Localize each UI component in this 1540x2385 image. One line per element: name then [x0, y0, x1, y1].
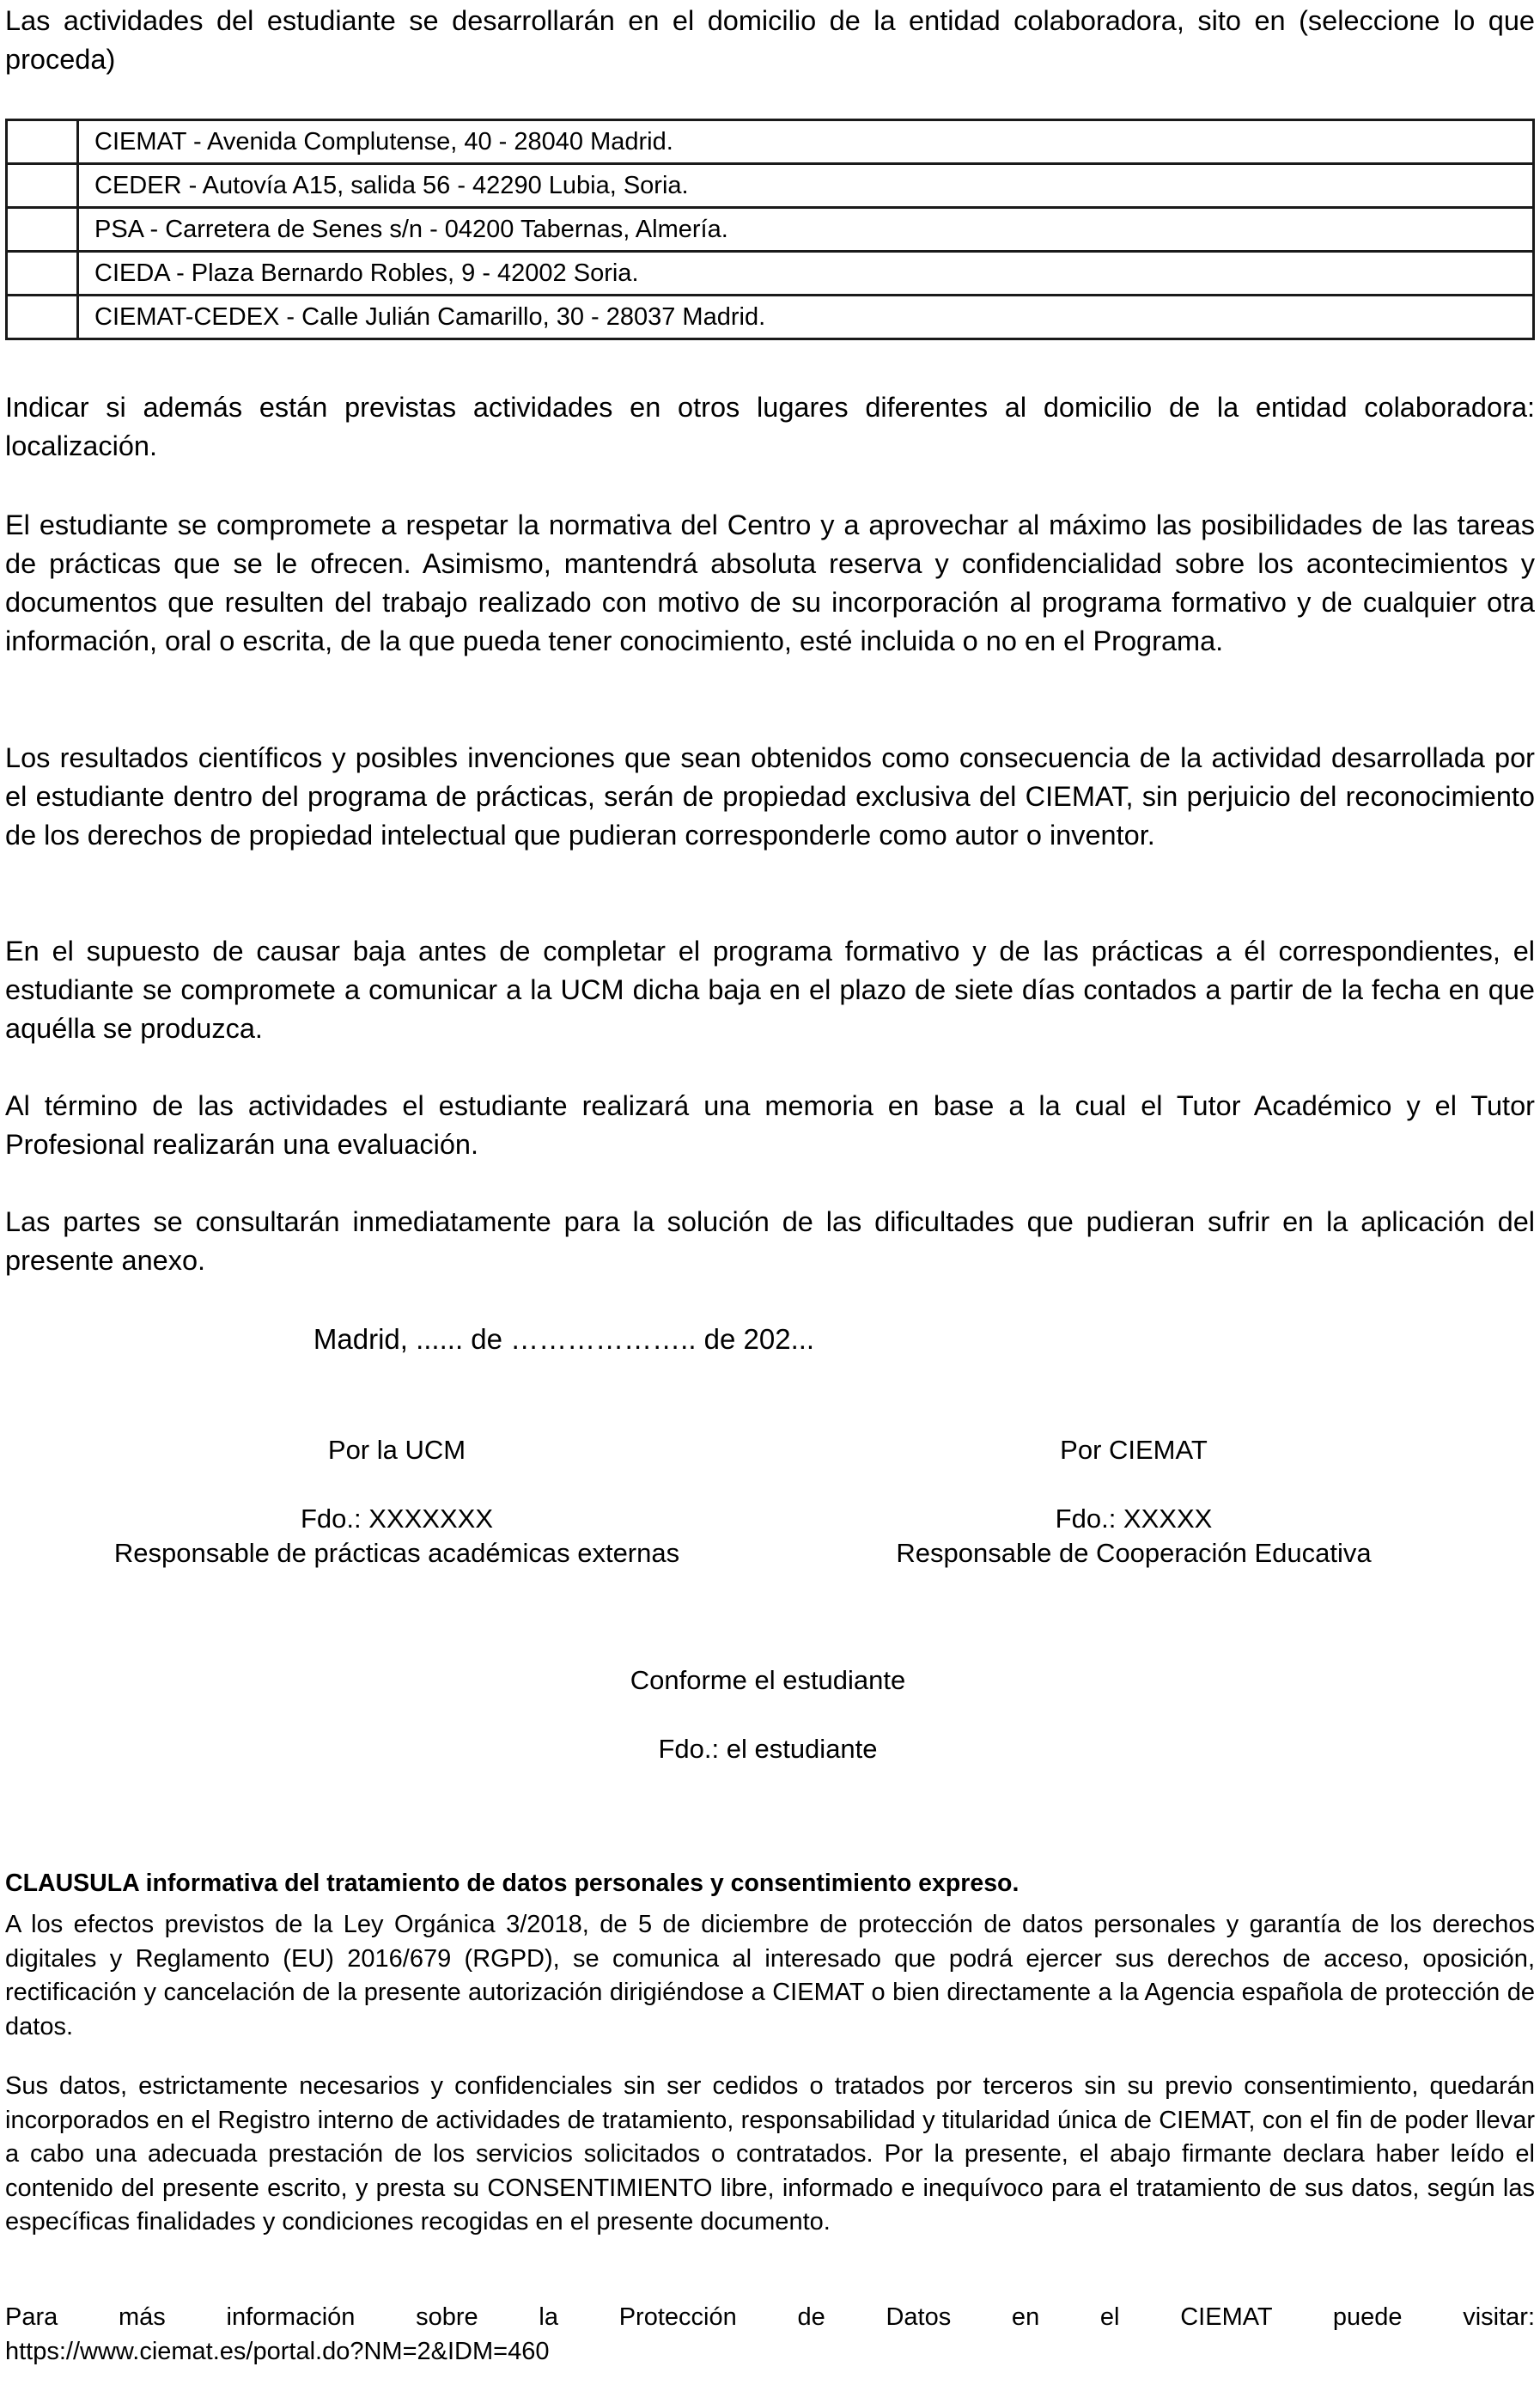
evaluation-paragraph: Al término de las actividades el estudiante realizará una memoria en base a la cual el Tutor Académico y el Tutor Profesional realizarán una evaluación. [5, 1090, 1535, 1160]
consultation-paragraph: Las partes se consultarán inmediatamente para la solución de las dificultades que pudieran sufrir en la aplicación del presente anexo. [5, 1206, 1535, 1276]
clause-more-info [5, 2301, 1535, 2369]
site-address: CIEDA - Plaza Bernardo Robles, 9 - 42002 Soria. [78, 252, 1534, 296]
signature-header: Por la UCM [327, 1435, 466, 1465]
more-info-link[interactable]: https://www.ciemat.es/portal.do?NM=2&IDM=460 [5, 2337, 550, 2365]
table-row [7, 164, 1534, 208]
intro-paragraph: Las actividades del estudiante se desarrollarán en el domicilio de la entidad colaboradora, sito en (seleccione lo que proceda) [5, 5, 1535, 75]
site-address: CEDER - Autovía A15, salida 56 - 42290 Lubia, Soria. [78, 164, 1534, 208]
other-locations-paragraph: Indicar si además están previstas actividades en otros lugares diferentes al domicilio de la entidad colaboradora: localización. [5, 392, 1535, 461]
site-address: CIEMAT - Avenida Complutense, 40 - 28040 Madrid. [78, 120, 1534, 164]
signature-signed-by: Fdo.: el estudiante [658, 1734, 878, 1764]
confidentiality-paragraph: El estudiante se compromete a respetar la normativa del Centro y a aprovechar al máximo las posibilidades de las tareas de prácticas que se le ofrecen. Asimismo, mantendrá absoluta reserva y confidencialidad sobre los acontecimientos y documentos que resulten del trabajo realizado con motivo de su incorporación al programa formativo y de cualquier otra información, oral o escrita, de la que pueda tener conocimiento, esté incluida o no en el Programa. [5, 509, 1535, 656]
signature-role: Responsable de Cooperación Educativa [896, 1538, 1372, 1568]
table-row [7, 296, 1534, 339]
site-address: CIEMAT-CEDEX - Calle Julián Camarillo, 30 - 28037 Madrid. [78, 296, 1534, 339]
site-checkbox-cell[interactable] [7, 296, 78, 339]
signature-block-student [424, 1663, 1111, 1766]
date-line: Madrid, ...... de ……………….. de 202... [313, 1323, 815, 1355]
site-address: PSA - Carretera de Senes s/n - 04200 Tabernas, Almería. [78, 208, 1534, 252]
signature-signed-by: Fdo.: XXXXX [1055, 1504, 1213, 1534]
signature-block-ciemat [790, 1433, 1477, 1571]
site-checkbox-cell[interactable] [7, 164, 78, 208]
signature-role: Responsable de prácticas académicas externas [113, 1538, 680, 1568]
intellectual-property-paragraph: Los resultados científicos y posibles invenciones que sean obtenidos como consecuencia de la actividad desarrollada por el estudiante dentro del programa de prácticas, serán de propiedad exclusiva del CIEMAT, sin perjuicio del reconocimiento de los derechos de propiedad intelectual que pudieran corresponderle como autor o inventor. [5, 742, 1535, 851]
signature-signed-by: Fdo.: XXXXXXX [301, 1504, 493, 1534]
signature-block-ucm [53, 1433, 740, 1571]
table-row [7, 120, 1534, 164]
clause-heading: CLAUSULA informativa del tratamiento de datos personales y consentimiento expreso. [5, 1870, 1020, 1897]
table-row [7, 252, 1534, 296]
signature-header: Conforme el estudiante [630, 1665, 906, 1695]
withdrawal-paragraph: En el supuesto de causar baja antes de completar el programa formativo y de las prácticas a él correspondientes, el estudiante se compromete a comunicar a la UCM dicha baja en el plazo de siete días contados a partir de la fecha en que aquélla se produzca. [5, 936, 1535, 1044]
more-info-text: Para más información sobre la Protección de Datos en el CIEMAT puede visitar: [5, 2303, 1535, 2331]
site-checkbox-cell[interactable] [7, 252, 78, 296]
clause-paragraph-rights: A los efectos previstos de la Ley Orgánica 3/2018, de 5 de diciembre de protección de datos personales y garantía de los derechos digitales y Reglamento (EU) 2016/679 (RGPD), se comunica al interesado que podrá ejercer sus derechos de acceso, oposición, rectificación y cancelación de la presente autorización dirigiéndose a CIEMAT o bien directamente a la Agencia española de protección de datos. [5, 1911, 1535, 2040]
table-row [7, 208, 1534, 252]
signature-header: Por CIEMAT [1060, 1435, 1208, 1465]
clause-paragraph-consent: Sus datos, estrictamente necesarios y confidenciales sin ser cedidos o tratados por terceros sin su previo consentimiento, quedarán incorporados en el Registro interno de actividades de tratamiento, responsabilidad y titularidad única de CIEMAT, con el fin de poder llevar a cabo una adecuada prestación de los servicios solicitados o contratados. Por la presente, el abajo firmante declara haber leído el contenido del presente escrito, y presta su CONSENTIMIENTO libre, informado e inequívoco para el tratamiento de sus datos, según las específicas finalidades y condiciones recogidas en el presente documento. [5, 2072, 1535, 2236]
site-checkbox-cell[interactable] [7, 208, 78, 252]
site-checkbox-cell[interactable] [7, 120, 78, 164]
sites-selection-table [5, 119, 1535, 340]
